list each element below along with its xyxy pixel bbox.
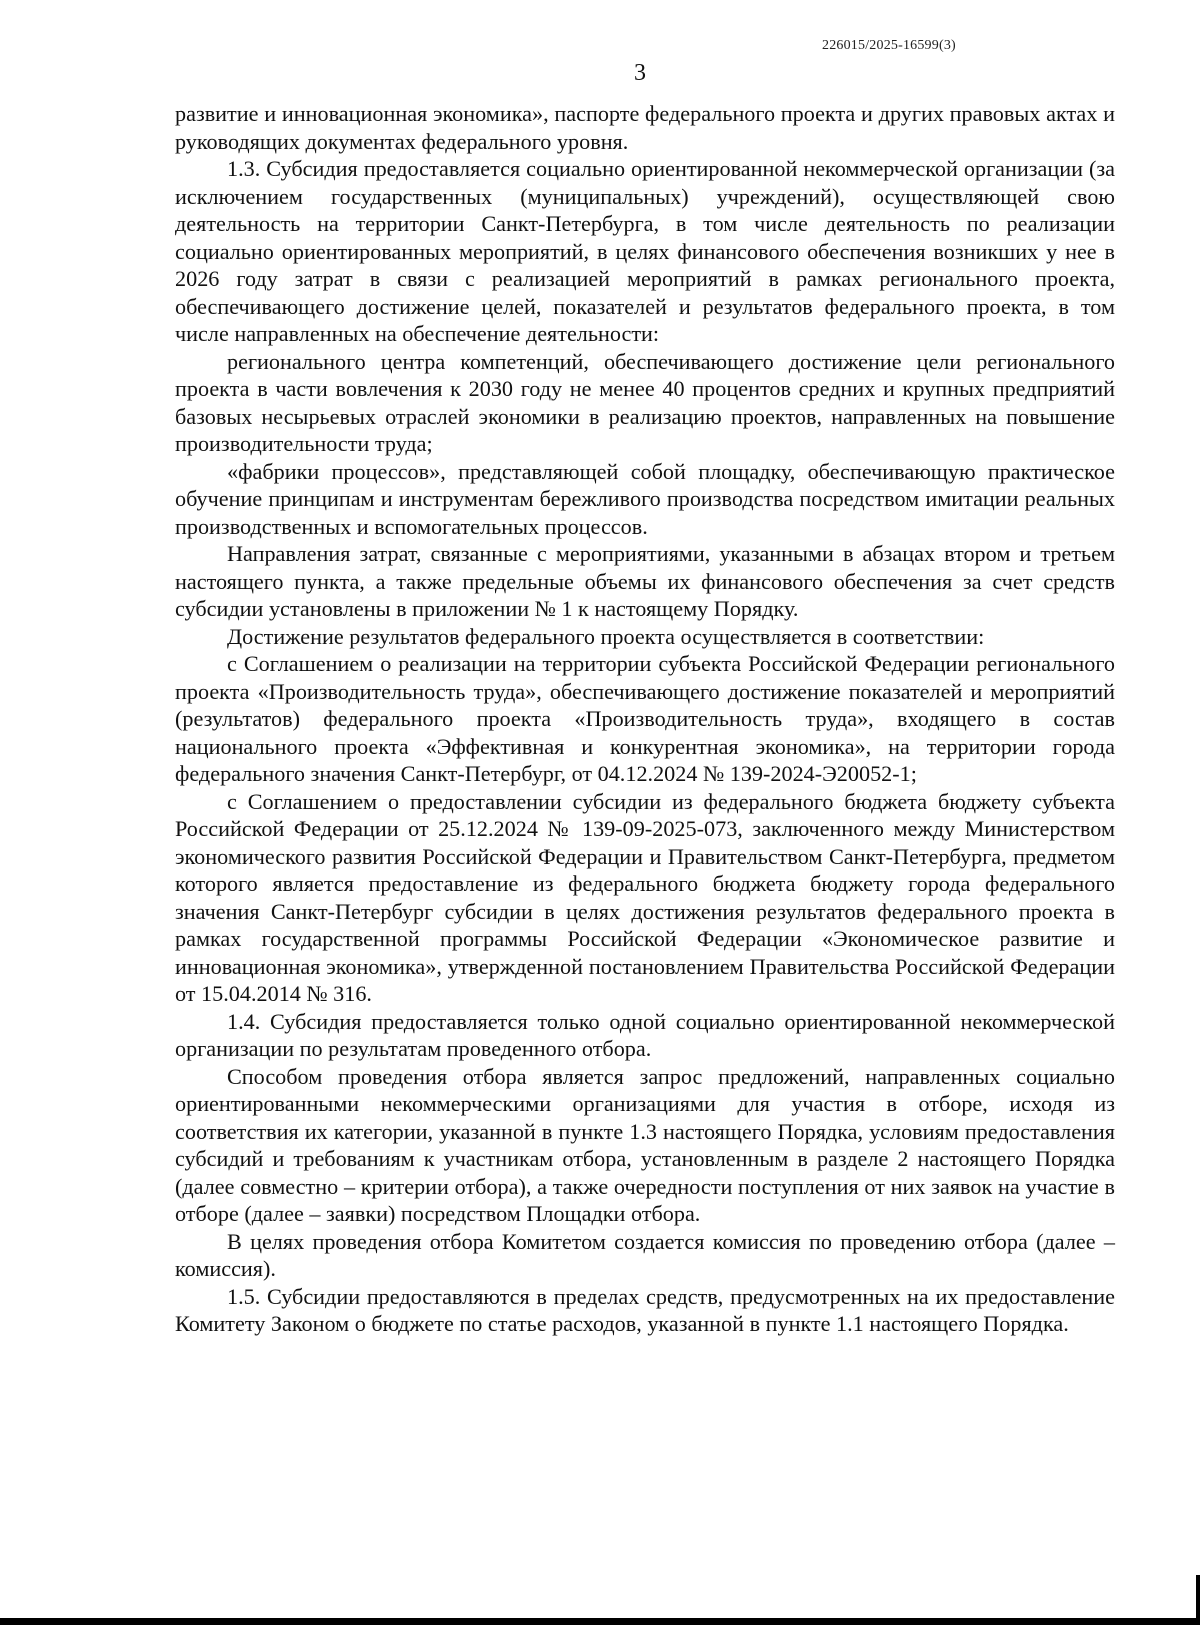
scan-border-right [1196,1575,1200,1625]
paragraph-commission: В целях проведения отбора Комитетом создается комиссия по проведению отбора (далее – комиссия). [175,1228,1115,1281]
paragraph-agreement-regional: с Соглашением о реализации на территории субъекта Российской Федерации регионального проекта «Производительность труда», обеспечивающего достижение показателей и мероприятий (результатов) федерального проекта «Производительность труда», входящего в состав национального проекта «Эффективная и конкурентная экономика», на территории города федерального значения Санкт-Петербург, от 04.12.2024 № 139-2024-Э20052-1; [175,651,1115,786]
paragraph-cost-directions: Направления затрат, связанные с мероприятиями, указанными в абзацах втором и третьем настоящего пункта, а также предельные объемы их финансового обеспечения за счет средств субсидии установлены в приложении № 1 к настоящему Порядку. [175,541,1115,621]
paragraph-results-intro: Достижение результатов федерального проекта осуществляется в соответствии: [227,623,985,649]
page-number: 3 [634,60,646,86]
paragraph-regional-center: регионального центра компетенций, обеспечивающего достижение цели регионального проекта в части вовлечения к 2030 году не менее 40 процентов средних и крупных предприятий базовых несырьевых отраслей экономики в реализацию проектов, направленных на повышение производительности труда; [175,348,1115,456]
document-registration-number: 226015/2025-16599(3) [822,38,956,53]
scan-border-bottom [0,1618,1200,1625]
paragraph-continuation: развитие и инновационная экономика», паспорте федерального проекта и других правовых актах и руководящих документах федерального уровня. [175,101,1115,154]
paragraph-agreement-subsidy: с Соглашением о предоставлении субсидии из федерального бюджета бюджету субъекта Российской Федерации от 25.12.2024 № 139-09-2025-073, заключенного между Министерством экономического развития Российской Федерации и Правительством Санкт-Петербурга, предметом которого является предоставление из федерального бюджета бюджету города федерального значения Санкт-Петербург субсидии в целях достижения результатов федерального проекта в рамках государственной программы Российской Федерации «Экономическое развитие и инновационная экономика», утвержденной постановлением Правительства Российской Федерации от 15.04.2014 № 316. [175,788,1115,1006]
paragraph-clause-1-4: 1.4. Субсидия предоставляется только одной социально ориентированной некоммерческой организации по результатам проведенного отбора. [175,1008,1115,1061]
paragraph-selection-method: Способом проведения отбора является запрос предложений, направленных социально ориентированными некоммерческими организациями для участия в отборе, исходя из соответствия их категории, указанной в пункте 1.3 настоящего Порядка, условиям предоставления субсидий и требованиям к участникам отбора, установленным в разделе 2 настоящего Порядка (далее совместно – критерии отбора), а также очередности поступления от них заявок на участие в отборе (далее – заявки) посредством Площадки отбора. [175,1063,1115,1226]
document-body [175,100,1115,1338]
paragraph-process-factory: «фабрики процессов», представляющей собой площадку, обеспечивающую практическое обучение принципам и инструментам бережливого производства посредством имитации реальных производственных и вспомогательных процессов. [175,458,1115,539]
paragraph-clause-1-5: 1.5. Субсидии предоставляются в пределах средств, предусмотренных на их предоставление Комитету Законом о бюджете по статье расходов, указанной в пункте 1.1 настоящего Порядка. [175,1283,1115,1336]
paragraph-clause-1-3: 1.3. Субсидия предоставляется социально ориентированной некоммерческой организации (за исключением государственных (муниципальных) учреждений), осуществляющей свою деятельность на территории Санкт-Петербурга, в том числе деятельность по реализации социально ориентированных мероприятий, в целях финансового обеспечения возникших у нее в 2026 году затрат в связи с реализацией мероприятий в рамках регионального проекта, обеспечивающего достижение целей, показателей и результатов федерального проекта, в том числе направленных на обеспечение деятельности: [175,156,1115,346]
